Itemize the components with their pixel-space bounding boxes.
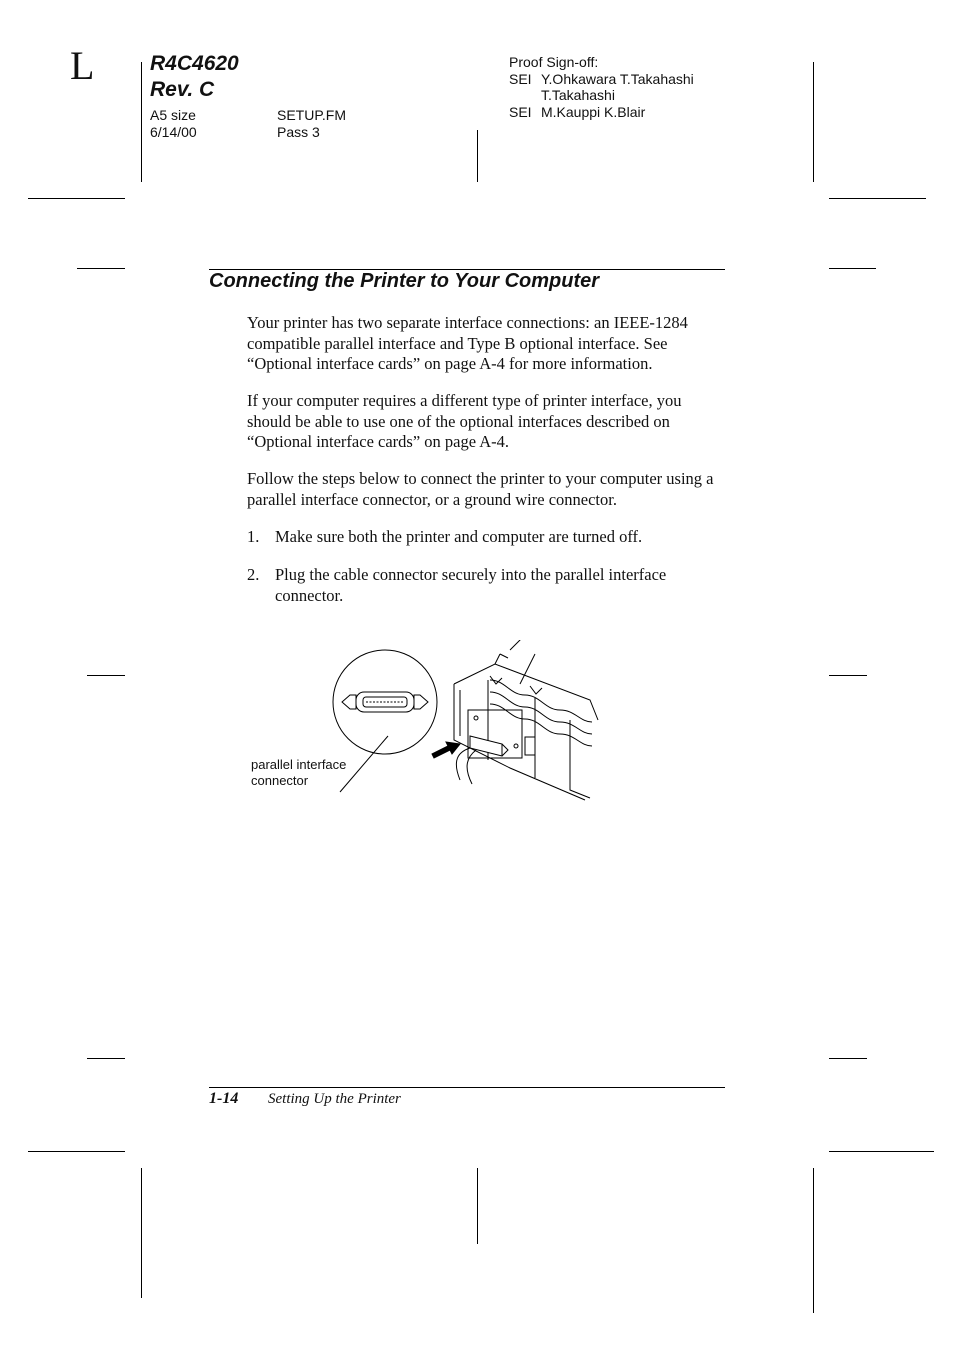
pass-number: Pass 3 — [277, 124, 320, 140]
signoff-names: T.Takahashi — [541, 87, 615, 103]
printer-connection-illustration — [330, 640, 605, 805]
crop-mark — [829, 1058, 867, 1059]
document-title — [150, 51, 239, 103]
footer-rule — [209, 1087, 725, 1088]
step-text: Plug the cable connector securely into the parallel interface connector. — [275, 565, 667, 605]
crop-mark — [477, 130, 478, 182]
crop-mark — [87, 675, 125, 676]
signoff-names: M.Kauppi K.Blair — [541, 104, 646, 120]
crop-mark — [141, 1168, 142, 1298]
crop-mark — [141, 62, 142, 182]
side-letter: L — [70, 43, 95, 88]
step-number: 2. — [247, 565, 260, 584]
signoff-names: Y.Ohkawara T.Takahashi — [541, 71, 694, 87]
document-revision: Rev. C — [150, 78, 215, 101]
crop-mark — [477, 1168, 478, 1244]
page-size: A5 size — [150, 107, 196, 123]
crop-mark — [87, 1058, 125, 1059]
signoff-label: Proof Sign-off: — [509, 54, 599, 70]
crop-mark — [829, 1151, 934, 1152]
step-number: 1. — [247, 527, 260, 546]
crop-mark — [829, 675, 867, 676]
crop-mark — [28, 198, 125, 199]
figure-callout — [251, 757, 371, 789]
paragraph: Follow the steps below to connect the printer to your computer using a parallel interface connector, or a ground wire connector. — [247, 469, 714, 509]
paragraph: If your computer requires a different type of printer interface, you should be able to use one of the optional interfaces described on “Optional interface cards” on page A-4. — [247, 391, 682, 451]
section-heading: Connecting the Printer to Your Computer — [209, 270, 600, 292]
document-id: R4C4620 — [150, 52, 239, 75]
chapter-title: Setting Up the Printer — [268, 1091, 401, 1107]
crop-mark — [829, 198, 926, 199]
file-name: SETUP.FM — [277, 107, 346, 123]
callout-line: parallel interface — [251, 757, 347, 772]
crop-mark — [77, 268, 125, 269]
step-text: Make sure both the printer and computer are turned off. — [275, 527, 643, 546]
signoff-org: SEI — [509, 71, 532, 87]
paragraph: Your printer has two separate interface connections: an IEEE-1284 compatible parallel interface and Type B optional interface. See “Optional interface cards” on page A-4 for more information. — [247, 313, 688, 373]
document-date: 6/14/00 — [150, 124, 197, 140]
crop-mark — [829, 268, 876, 269]
crop-mark — [813, 62, 814, 182]
crop-mark — [28, 1151, 125, 1152]
page-number: 1-14 — [209, 1090, 239, 1107]
crop-mark — [813, 1168, 814, 1313]
callout-line: connector — [251, 773, 309, 788]
signoff-org: SEI — [509, 104, 532, 120]
